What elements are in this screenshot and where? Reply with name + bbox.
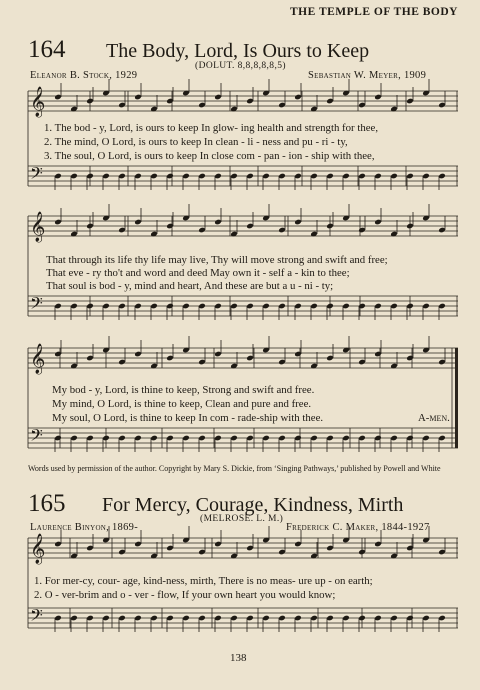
h165-s1-treble-clef: 𝄞 <box>30 534 46 564</box>
hymn-164-tune: (DOLUT. 8,8,8,8,8,5) <box>195 61 286 71</box>
h164-s2-treble-clef: 𝄞 <box>30 212 46 242</box>
hymn-164-number: 164 <box>28 36 66 63</box>
amen-label: A-men. <box>418 412 450 424</box>
h164-s2-verse-1: That through its life thy life may live, Thy will move strong and swift and free; <box>46 254 388 266</box>
h164-final-barline-thick <box>455 348 458 448</box>
h164-s3-verse-3: My soul, O Lord, is thine to keep In com - rade-ship with thee. <box>52 412 324 424</box>
h165-s1-verse-1: 1. For mer-cy, cour- age, kind-ness, mirth, There is no meas- ure up - on earth; <box>34 575 373 587</box>
h165-s1-verse-2: 2. O - ver-brim and o - ver - flow, If your own heart you would know; <box>34 589 336 601</box>
hymn-164-author: Eleanor B. Stock, 1929 <box>30 70 138 81</box>
hymn-165-composer: Frederick C. Maker, 1844-1927 <box>286 522 430 533</box>
h164-s1-verse-1: 1. The bod - y, Lord, is ours to keep In glow- ing health and strength for thee, <box>44 122 379 134</box>
running-head: THE TEMPLE OF THE BODY <box>290 6 458 18</box>
hymn-165-author: Laurence Binyon, 1869- <box>30 522 138 533</box>
h164-s3-verse-2: My mind, O Lord, is thine to keep, Clean and pure and free. <box>52 398 312 410</box>
h164-s2-bass-clef: 𝄢 <box>30 293 43 317</box>
h164-s3-treble-clef: 𝄞 <box>30 344 46 374</box>
h164-s1-verse-2: 2. The mind, O Lord, is ours to keep In clean - li - ness and pu - ri - ty, <box>44 136 348 148</box>
hymn-164-composer: Sebastian W. Meyer, 1909 <box>308 70 427 81</box>
h164-s1-treble-clef: 𝄞 <box>30 87 46 117</box>
h164-s2-verse-2: That eve - ry tho't and word and deed May own it - self a - kin to thee; <box>46 267 350 279</box>
h164-s1-verse-3: 3. The soul, O Lord, is ours to keep In close com - pan - ion - ship with thee, <box>44 150 375 162</box>
hymn-165-number: 165 <box>28 490 66 517</box>
h164-s1-bass-clef: 𝄢 <box>30 163 43 187</box>
page-number: 138 <box>230 652 247 664</box>
h165-s1-bass-clef: 𝄢 <box>30 605 43 629</box>
h164-s3-bass-clef: 𝄢 <box>30 425 43 449</box>
h164-s3-verse-1: My bod - y, Lord, is thine to keep, Strong and swift and free. <box>52 384 315 396</box>
hymn-165-tune: (MELROSE. L. M.) <box>200 514 284 524</box>
hymn-164-title: The Body, Lord, Is Ours to Keep <box>106 40 370 62</box>
hymn-165-title: For Mercy, Courage, Kindness, Mirth <box>102 494 404 516</box>
hymn-164-footnote: Words used by permission of the author. Copyright by Mary S. Dickie, from ‘Singing Pathways,’ published by Powell and White <box>28 464 441 473</box>
h164-s2-verse-3: That soul is bod - y, mind and heart, And these are but a u - ni - ty; <box>46 280 334 292</box>
